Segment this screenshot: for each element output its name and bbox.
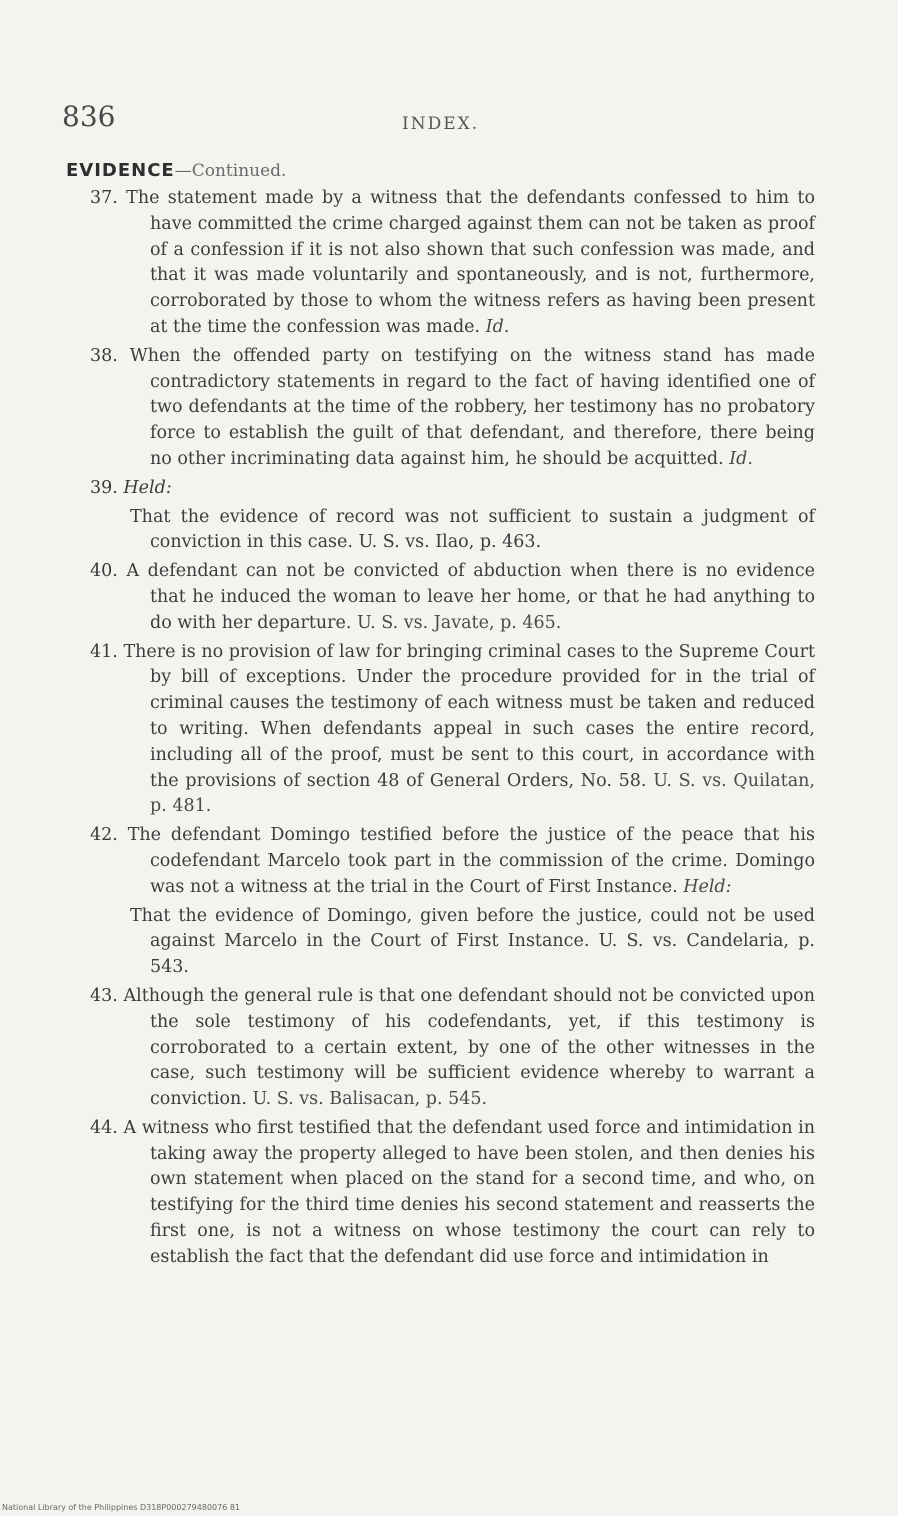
entry-citation: U. S. vs. Balisacan, p. 545.	[252, 1089, 488, 1110]
entry-text: There is no provision of law for bringing criminal cases to the Supreme Court by bill of exceptions. Under the procedure provided for in the trial of criminal causes the testimony of each witness must be taken and reduced to writing. When defendants appeal in such cases the entire record, including all of the proof, must be sent to this court, in accordance with the provisions of section 48 of General Orders, No. 58.	[123, 641, 815, 791]
section-title: EVIDENCE	[66, 160, 175, 181]
entry-citation: Held:	[683, 876, 732, 897]
entry-citation: Id.	[485, 316, 510, 337]
entry-text: The statement made by a witness that the defendants confessed to him to have committed the crime charged against them can not be taken as proof of a confession if it is not also shown that such confession was made, and that it was made voluntarily and spontaneously, and is not, furthermore, corroborated by those to whom the witness refers as having been present at the time the confession was made.	[126, 188, 815, 337]
entry-text: The defendant Domingo testified before the justice of the peace that his codefendant Marcelo took part in the commission of the crime. Domingo was not a witness at the trial in the Court of First Instance.	[127, 825, 815, 897]
index-entry-37	[90, 186, 815, 341]
index-entry-44	[90, 1116, 815, 1271]
entry-number: 42.	[90, 825, 118, 846]
entry-citation: U. S. vs. Javate, p. 465.	[357, 612, 562, 633]
entry-text: When the offended party on testifying on the witness stand has made contradictory statements in regard to the fact of having identified one of two defendants at the time of the robbery, her testimony has no probatory force to establish the guilt of that defendant, and therefore, there being no other incriminating data against him, he should be acquitted.	[129, 345, 815, 469]
entry-number: 37.	[90, 188, 118, 208]
index-entry-39	[90, 476, 815, 502]
section-heading	[66, 160, 286, 181]
entry-text: Held:	[123, 477, 172, 498]
index-entry-40	[90, 559, 815, 636]
entry-citation: U. S. vs. Candelaria, p. 543.	[150, 931, 815, 978]
entry-text: A witness who first testified that the defendant used force and intimidation in taking away the property alleged to have been stolen, and then denies his own statement when placed on the stand for a second time, and who, on testifying for the third time denies his second statement and reasserts the first one, is not a witness on whose testimony the court can rely to establish the fact that the defendant did use force and intimidation in	[123, 1117, 815, 1267]
index-entry-42	[90, 823, 815, 900]
section-continued: —Continued.	[174, 161, 287, 181]
page-number: 836	[62, 100, 116, 133]
entry-text: A defendant can not be convicted of abduction when there is no evidence that he induced the woman to leave her home, or that he had anything to do with her departure.	[126, 561, 815, 633]
index-entry-41	[90, 640, 815, 821]
index-entry-39-holding	[90, 505, 815, 557]
scan-footer: National Library of the Philippines D318P000279480076 81	[2, 1503, 241, 1512]
entry-text: That the evidence of Domingo, given before the justice, could not be used against Marcelo in the Court of First Instance.	[130, 905, 815, 952]
index-entry-42-holding	[90, 904, 815, 981]
index-entry-38	[90, 344, 815, 473]
index-entry-43	[90, 984, 815, 1113]
entry-number: 40.	[90, 561, 118, 582]
entry-text: Although the general rule is that one defendant should not be convicted upon the sole testimony of his codefendants, yet, if this testimony is corroborated to a certain extent, by one of the other witnesses in the case, such testimony will be sufficient evidence whereby to warrant a conviction.	[123, 985, 815, 1110]
entry-number: 39.	[90, 477, 118, 498]
index-entries	[90, 186, 815, 1274]
entry-number: 44.	[90, 1117, 118, 1138]
entry-number: 41.	[90, 641, 118, 662]
entry-citation: U. S. vs. Quilatan, p. 481.	[150, 770, 815, 817]
entry-citation: Id.	[729, 448, 753, 469]
entry-text: That the evidence of record was not sufficient to sustain a judgment of conviction in this case.	[130, 506, 815, 553]
page-header	[62, 100, 822, 140]
entry-citation: U. S. vs. Ilao, p. 463.	[358, 532, 542, 553]
running-head: INDEX.	[402, 114, 480, 134]
entry-number: 43.	[90, 985, 118, 1006]
entry-number: 38.	[90, 345, 118, 366]
